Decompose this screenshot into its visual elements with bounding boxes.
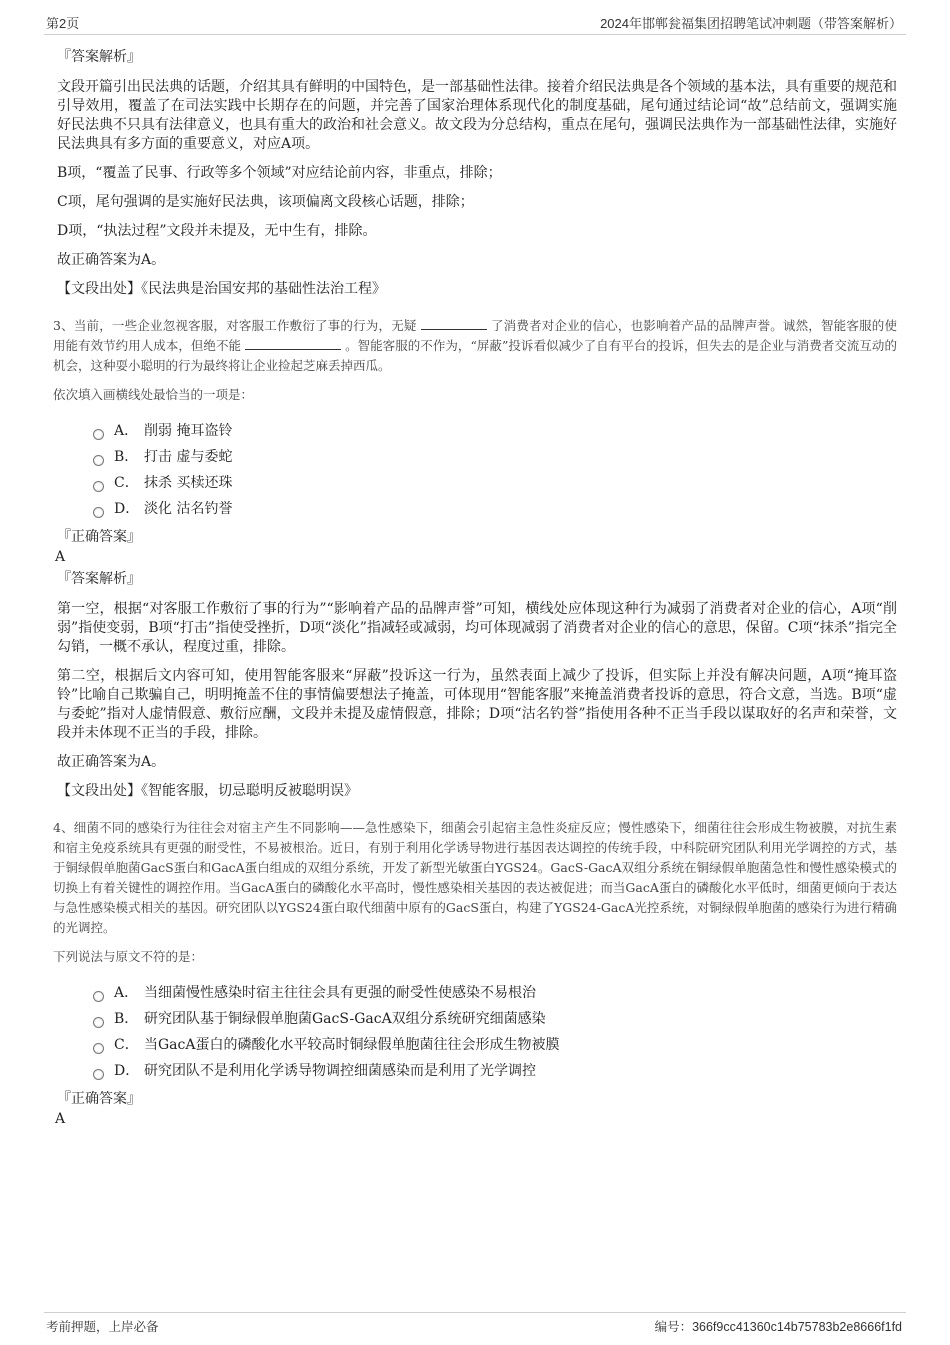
document-id: 编号：366f9cc41360c14b75783b2e8666f1fd (654, 1320, 902, 1334)
option-text: 打击 虚与委蛇 (144, 449, 233, 465)
q3-analysis-para-1: 第一空，根据“对客服工作敷衍了事的行为”“影响着产品的品牌声誉”可知，横线处应体现这种行为减弱了消费者对企业的信心，A项“削弱”指使变弱，B项“打击”指使受挫折，D项“淡化”指减轻或减弱，均可体现减弱了消费者对企业的信心的意思，保留。C项“抹杀”指完全勾销，一概不承认，程度过重，排除。 (57, 601, 897, 655)
document-title: 2024年邯郸瓮福集团招聘笔试冲刺题（带答案解析） (600, 16, 902, 31)
option-letter: A． (114, 985, 139, 1001)
q3-analysis-conclusion: 故正确答案为A。 (57, 754, 166, 770)
q3-analysis-para-2: 第二空，根据后文内容可知，使用智能客服来“屏蔽”投诉这一行为，虽然表面上减少了投诉，但实际上并没有解决问题，A项“掩耳盗铃”比喻自己欺骗自己，明明掩盖不住的事情偏要想法子掩盖，可体现用“智能客服”来掩盖消费者投诉的意思，符合文意，当选。B项“虚与委蛇”指对人虚情假意、敷衍应酬，文段并未提及虚情假意，排除；D项“沽名钓誉”指使用各种不正当手段以谋取好的名声和荣誉，文段并未体现不正当的手段，排除。 (57, 668, 897, 741)
option-text: 淡化 沽名钓誉 (144, 501, 233, 517)
radio-icon[interactable] (93, 481, 104, 492)
radio-icon[interactable] (93, 991, 104, 1002)
radio-icon[interactable] (93, 1043, 104, 1054)
q2-analysis-label: 『答案解析』 (57, 49, 141, 65)
page-footer (44, 1312, 906, 1335)
q4-option-b[interactable] (93, 1006, 897, 1032)
option-text: 抹杀 买椟还珠 (144, 475, 233, 491)
q2-source: 【文段出处】《民法典是治国安邦的基础性法治工程》 (57, 281, 386, 297)
q4-answer-value: A (55, 1111, 66, 1127)
q3-option-d[interactable] (93, 496, 897, 522)
radio-icon[interactable] (93, 1017, 104, 1028)
q3-question-text (53, 316, 897, 376)
option-letter: B． (114, 1011, 139, 1027)
option-text: 当细菌慢性感染时宿主往往会具有更强的耐受性使感染不易根治 (144, 985, 536, 1001)
q3-blank-1 (421, 317, 487, 330)
radio-icon[interactable] (93, 507, 104, 518)
q3-option-a[interactable] (93, 418, 897, 444)
q3-option-b[interactable] (93, 444, 897, 470)
option-letter: B． (114, 449, 139, 465)
q2-analysis-para-2: B项，“覆盖了民事、行政等多个领域”对应结论前内容，非重点，排除； (57, 165, 502, 181)
q4-options (93, 980, 897, 1084)
q2-analysis-conclusion: 故正确答案为A。 (57, 252, 166, 268)
radio-icon[interactable] (93, 429, 104, 440)
main-content (53, 44, 897, 1130)
q2-analysis-para-4: D项，“执法过程”文段并未提及，无中生有，排除。 (57, 223, 377, 239)
q2-analysis-para-3: C项，尾句强调的是实施好民法典，该项偏离文段核心话题，排除； (57, 194, 474, 210)
footer-slogan: 考前押题，上岸必备 (46, 1320, 159, 1334)
q3-source: 【文段出处】《智能客服，切忌聪明反被聪明误》 (57, 783, 358, 799)
q4-question-text: 4、细菌不同的感染行为往往会对宿主产生不同影响——急性感染下，细菌会引起宿主急性炎症反应；慢性感染下，细菌往往会形成生物被膜，对抗生素和宿主免疫系统具有更强的耐受性，不易被根治。近日，有别于利用化学诱导物进行基因表达调控的传统手段，中科院研究团队利用光学调控的方式，基于铜绿假单胞菌GacS蛋白和GacA蛋白组成的双组分系统，开发了新型光敏蛋白YGS24。GacS-GacA双组分系统在铜绿假单胞菌急性和慢性感染模式的切换上有着关键性的调控作用。当GacA蛋白的磷酸化水平高时，慢性感染相关基因的表达被促进；而当GacA蛋白的磷酸化水平低时，细菌更倾向于表达与急性感染模式相关的基因。研究团队以YGS24蛋白取代细菌中原有的GacS蛋白，构建了YGS24-GacA光控系统，对铜绿假单胞菌的感染行为进行精确的光调控。 (53, 820, 897, 935)
page-header (44, 10, 906, 35)
q3-options (93, 418, 897, 522)
page-number: 第2页 (46, 16, 80, 31)
q3-answer-value: A (55, 549, 66, 565)
q3-analysis-label: 『答案解析』 (57, 571, 141, 587)
q3-text-part2: 了消费者对企业的信心，也影响着产品的品牌声誉。诚然，智能客服的使用能有效节约用人成本，但绝不能 (53, 318, 897, 353)
option-letter: C． (114, 475, 139, 491)
q4-option-a[interactable] (93, 980, 897, 1006)
option-text: 研究团队基于铜绿假单胞菌GacS-GacA双组分系统研究细菌感染 (144, 1011, 546, 1027)
option-letter: D． (114, 1063, 140, 1079)
option-letter: C． (114, 1037, 139, 1053)
q3-blank-2 (245, 337, 341, 350)
option-letter: A． (114, 423, 139, 439)
q4-prompt: 下列说法与原文不符的是： (53, 949, 204, 964)
radio-icon[interactable] (93, 455, 104, 466)
option-letter: D． (114, 501, 140, 517)
q4-option-c[interactable] (93, 1032, 897, 1058)
option-text: 当GacA蛋白的磷酸化水平较高时铜绿假单胞菌往往会形成生物被膜 (144, 1037, 560, 1053)
option-text: 研究团队不是利用化学诱导物调控细菌感染而是利用了光学调控 (144, 1063, 536, 1079)
q4-option-d[interactable] (93, 1058, 897, 1084)
q4-answer-label: 『正确答案』 (57, 1091, 141, 1107)
q3-option-c[interactable] (93, 470, 897, 496)
q3-text-part1: 3、当前，一些企业忽视客服，对客服工作敷衍了事的行为，无疑 (53, 318, 417, 333)
option-text: 削弱 掩耳盗铃 (144, 423, 233, 439)
q3-answer-label: 『正确答案』 (57, 529, 141, 545)
q3-prompt: 依次填入画横线处最恰当的一项是： (53, 387, 254, 402)
radio-icon[interactable] (93, 1069, 104, 1080)
q3-text-part3: 。智能客服的不作为，“屏蔽”投诉看似减少了自有平台的投诉，但失去的是企业与消费者交流互动的机会，这种耍小聪明的行为最终将让企业捡起芝麻丢掉西瓜。 (53, 338, 897, 373)
q2-analysis-para-1: 文段开篇引出民法典的话题，介绍其具有鲜明的中国特色，是一部基础性法律。接着介绍民法典是各个领域的基本法，具有重要的规范和引导效用，覆盖了在司法实践中长期存在的问题，并完善了国家治理体系现代化的制度基础，尾句通过结论词“故”总结前文，强调实施好民法典不只具有法律意义，也具有重大的政治和社会意义。故文段为分总结构，重点在尾句，强调民法典作为一部基础性法律，实施好民法典具有多方面的重要意义，对应A项。 (57, 79, 897, 152)
